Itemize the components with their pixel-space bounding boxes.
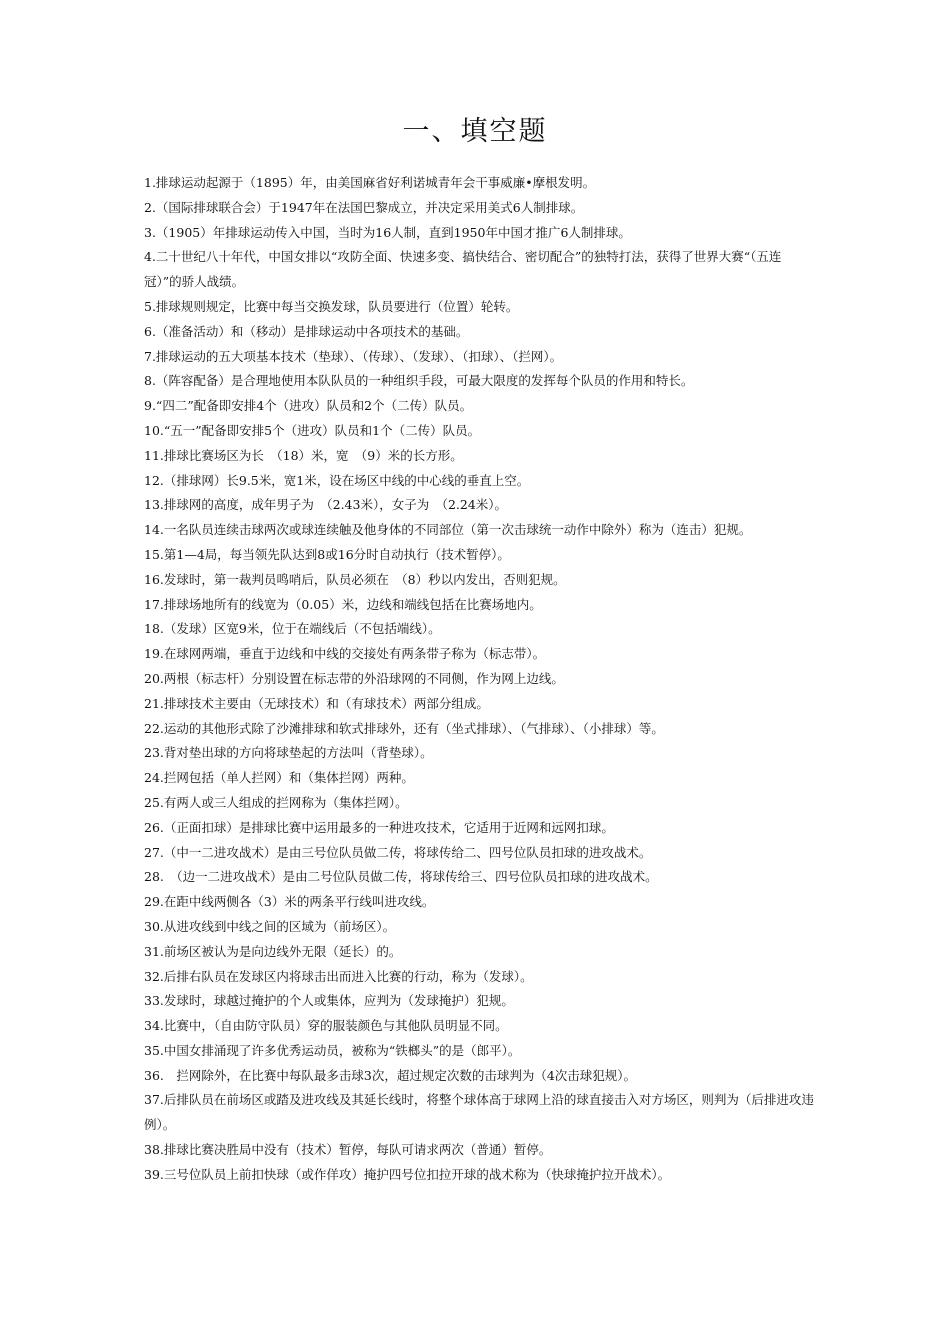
question-item: 20.两根（标志杆）分别设置在标志带的外沿球网的不同侧，作为网上边线。 (144, 670, 564, 686)
question-item: 9.“四二”配备即安排4个（进攻）队员和2个（二传）队员。 (144, 398, 473, 414)
question-item: 14.一名队员连续击球两次或球连续触及他身体的不同部位（第一次击球统一动作中除外）称为（连击）犯规。 (144, 522, 752, 538)
question-item: 35.中国女排涌现了许多优秀运动员，被称为“铁榔头”的是（郎平）。 (144, 1042, 521, 1058)
question-item: 29.在距中线两侧各（3）米的两条平行线叫进攻线。 (144, 894, 435, 910)
question-item: 12.（排球网）长9.5米，宽1米，设在场区中线的中心线的垂直上空。 (144, 472, 530, 488)
question-item: 16.发球时，第一裁判员鸣哨后，队员必须在 （8）秒以内发出，否则犯规。 (144, 571, 566, 587)
question-item: 2.（国际排球联合会）于1947年在法国巴黎成立，并决定采用美式6人制排球。 (144, 199, 584, 215)
question-item: 22.运动的其他形式除了沙滩排球和软式排球外，还有（坐式排球）、（气排球）、（小排球）等。 (144, 720, 664, 736)
question-item: 39.三号位队员上前扣快球（或作佯攻）掩护四号位扣拉开球的战术称为（快球掩护拉开战术）。 (144, 1166, 671, 1182)
question-item: 30.从进攻线到中线之间的区域为（前场区）。 (144, 918, 396, 934)
question-item: 31.前场区被认为是向边线外无限（延长）的。 (144, 943, 402, 959)
question-item: 38.排球比赛决胜局中没有（技术）暂停，每队可请求两次（普通）暂停。 (144, 1142, 552, 1158)
question-item: 1.排球运动起源于（1895）年，由美国麻省好利诺城青年会干事威廉•摩根发明。 (144, 175, 596, 190)
question-item: 32.后排右队员在发球区内将球击出而进入比赛的行动，称为（发球）。 (144, 968, 533, 984)
question-item: 8.（阵容配备）是合理地使用本队队员的一种组织手段，可最大限度的发挥每个队员的作用和特长。 (144, 373, 694, 389)
question-item: 33.发球时，球越过掩护的个人或集体，应判为（发球掩护）犯规。 (144, 993, 514, 1009)
question-list (144, 171, 814, 1188)
question-item: 7.排球运动的五大项基本技术（垫球）、（传球）、（发球）、（扣球）、（拦网）。 (144, 348, 563, 364)
question-item: 13.排球网的高度，成年男子为 （2.43米），女子为 （2.24米）。 (144, 497, 508, 513)
question-item: 23.背对垫出球的方向将球垫起的方法叫（背垫球）。 (144, 745, 433, 761)
question-item: 18.（发球）区宽9米，位于在端线后（不包括端线）。 (144, 621, 441, 637)
question-item: 11.排球比赛场区为长 （18）米，宽 （9）米的长方形。 (144, 447, 463, 463)
question-item: 10.“五一”配备即安排5个（进攻）队员和1个（二传）队员。 (144, 422, 481, 438)
question-item: 28. （边一二进攻战术）是由二号位队员做二传，将球传给三、四号位队员扣球的进攻战术。 (144, 869, 658, 885)
question-item: 24.拦网包括（单人拦网）和（集体拦网）两种。 (144, 770, 414, 786)
question-item: 17.排球场地所有的线宽为（0.05）米，边线和端线包括在比赛场地内。 (144, 596, 542, 612)
question-item: 3.（1905）年排球运动传入中国，当时为16人制，直到1950年中国才推广6人制排球。 (144, 224, 631, 240)
question-item: 36. 拦网除外，在比赛中每队最多击球3次，超过规定次数的击球判为（4次击球犯规）。 (144, 1067, 637, 1083)
question-item: 19.在球网两端，垂直于边线和中线的交接处有两条带子称为（标志带）。 (144, 646, 546, 662)
question-item: 5.排球规则规定，比赛中每当交换发球，队员要进行（位置）轮转。 (144, 298, 519, 314)
question-item: 15.第1—4局，每当领先队达到8或16分时自动执行（技术暂停）。 (144, 546, 510, 562)
question-item: 34.比赛中，（自由防守队员）穿的服装颜色与其他队员明显不同。 (144, 1018, 508, 1034)
question-item: 26.（正面扣球）是排球比赛中运用最多的一种进攻技术，它适用于近网和远网扣球。 (144, 819, 614, 835)
question-item: 25.有两人或三人组成的拦网称为（集体拦网）。 (144, 794, 408, 810)
question-item: 21.排球技术主要由（无球技术）和（有球技术）两部分组成。 (144, 695, 489, 711)
question-item: 6.（准备活动）和（移动）是排球运动中各项技术的基础。 (144, 323, 469, 339)
page-title: 一、填空题 (402, 116, 548, 147)
question-item: 27.（中一二进攻战术）是由三号位队员做二传，将球传给二、四号位队员扣球的进攻战术。 (144, 844, 652, 860)
question-item: 37.后排队员在前场区或踏及进攻线及其延长线时，将整个球体高于球网上沿的球直接击入对方场区，则判为（后排进攻违例）。 (144, 1092, 814, 1133)
question-item: 4.二十世纪八十年代，中国女排以“攻防全面、快速多变、搞快结合、密切配合”的独特打法，获得了世界大赛“（五连冠）”的骄人战绩。 (144, 249, 782, 290)
